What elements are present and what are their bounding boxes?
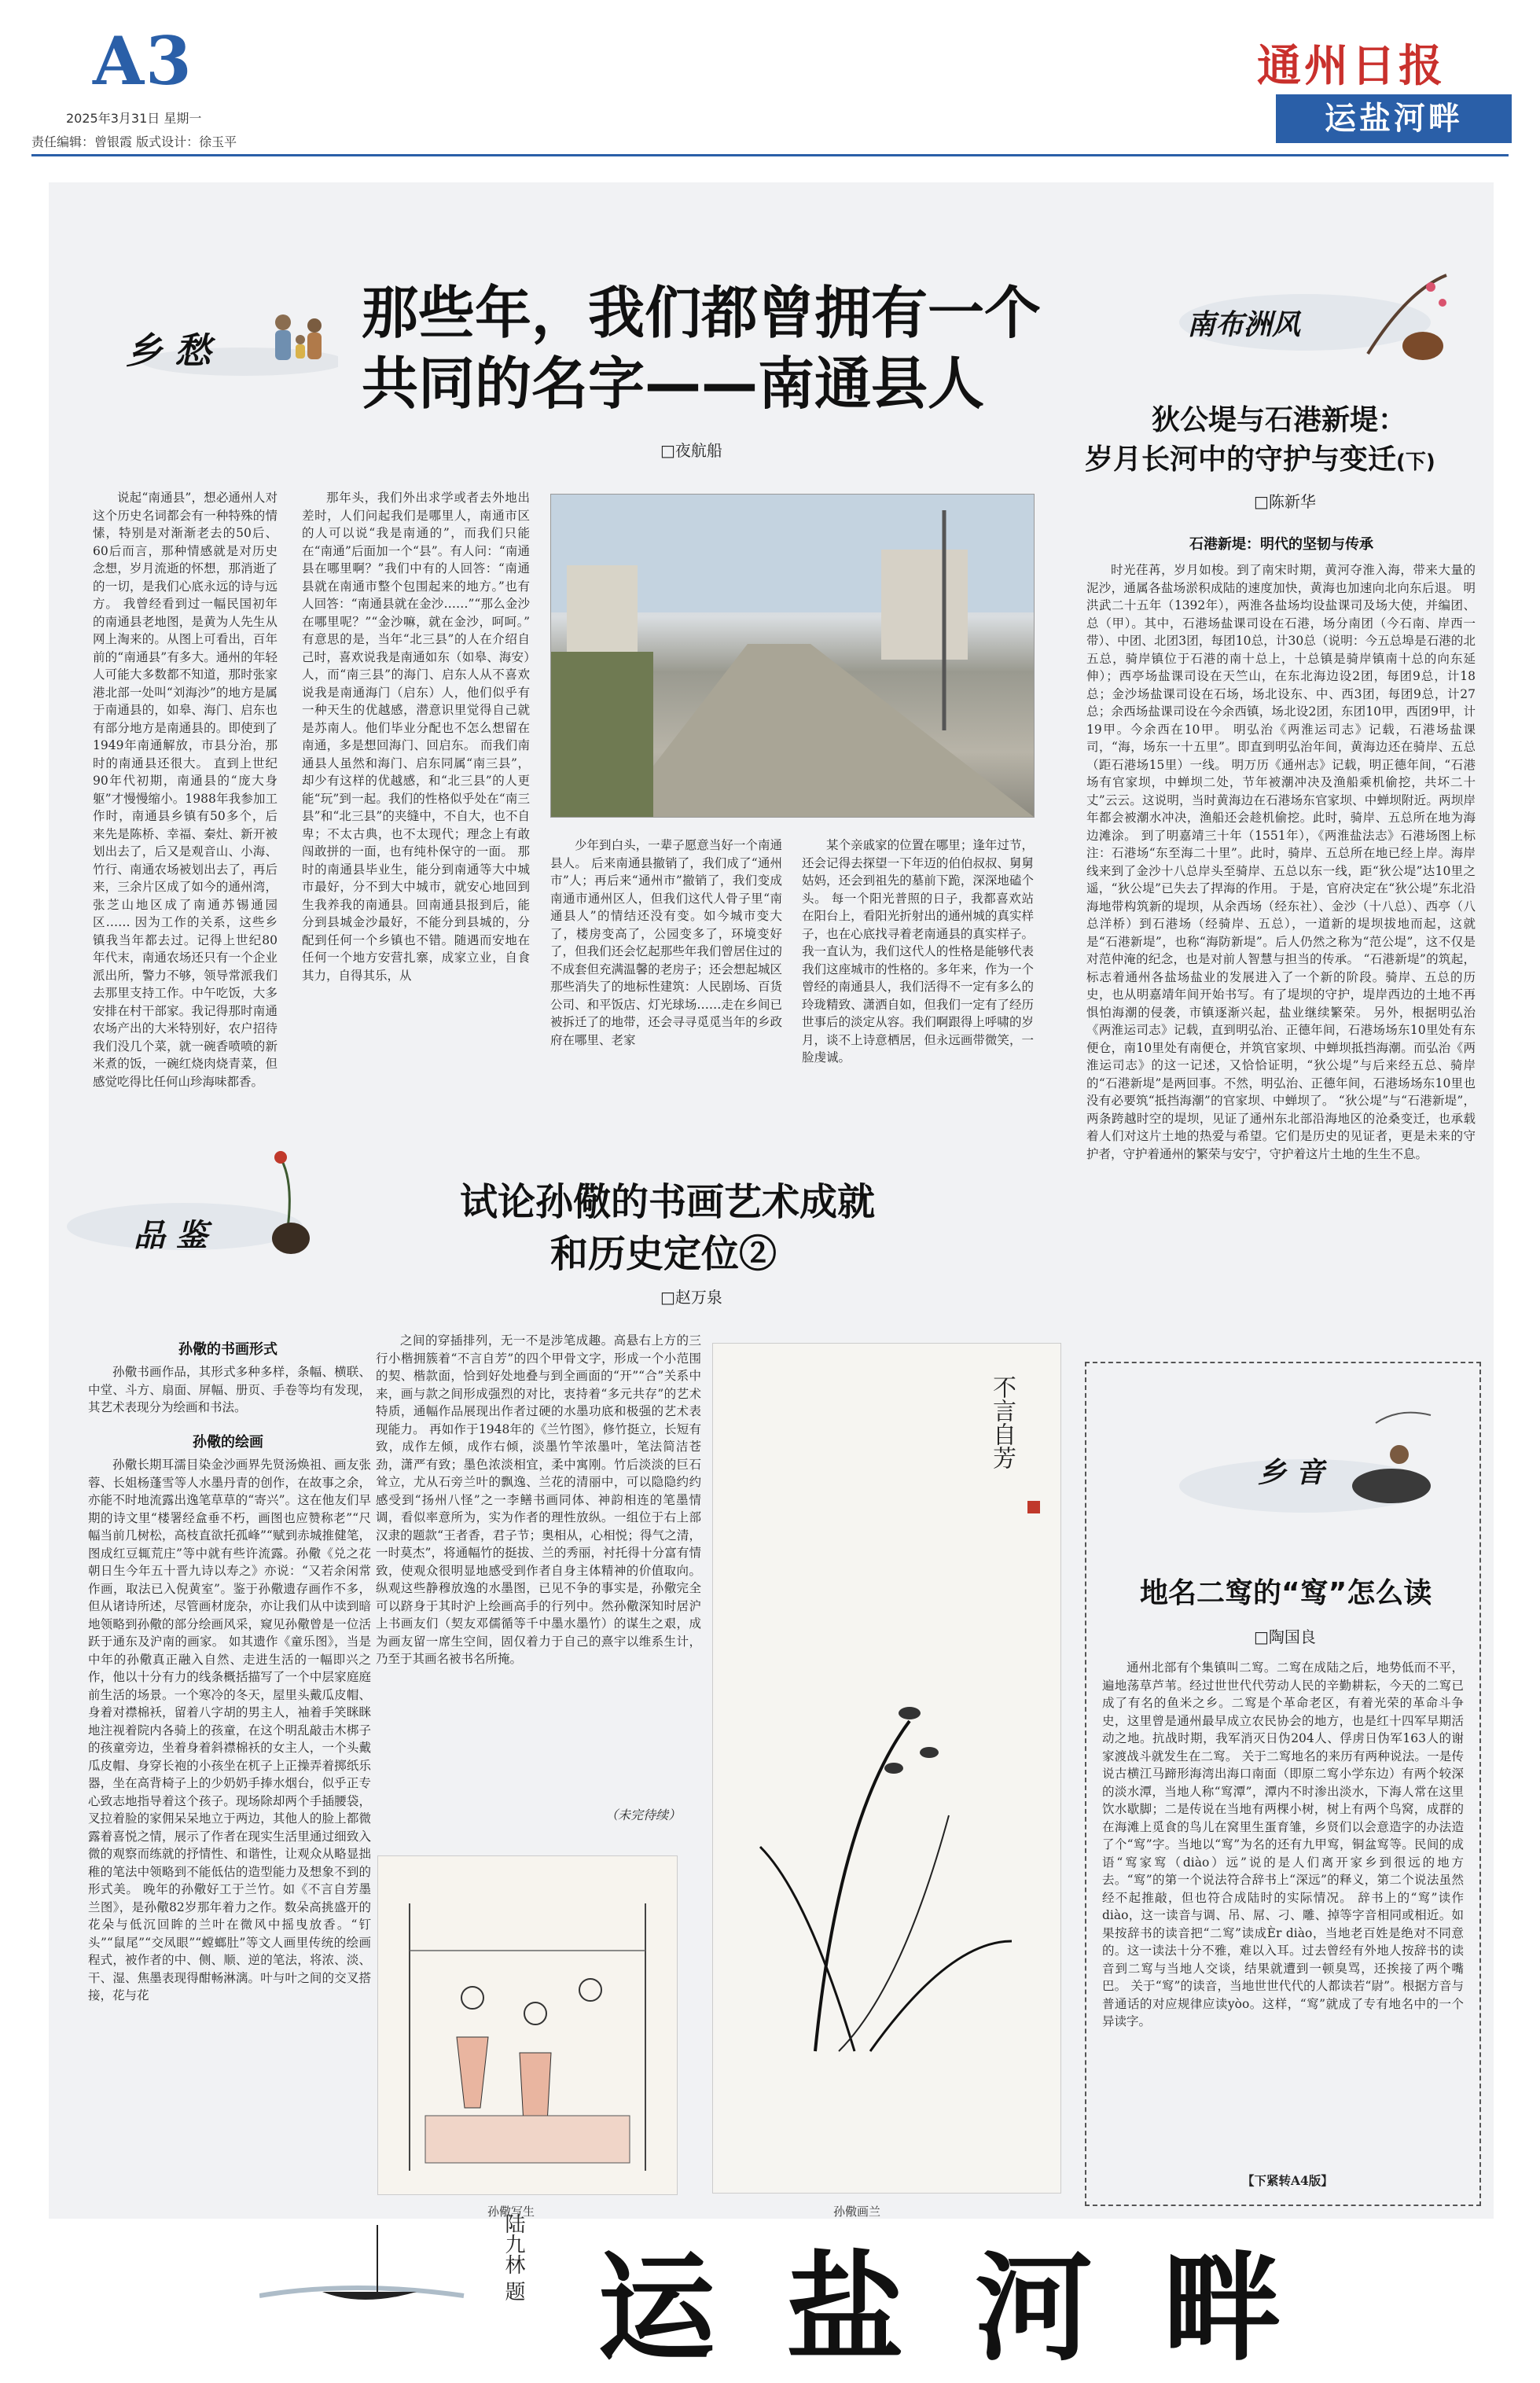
article2-title-line1: 狄公堤与石港新堤： — [1152, 404, 1407, 436]
article2-body-text: 时光荏苒，岁月如梭。到了南宋时期，黄河夺淮入海，带来大量的泥沙，通属各盐场淤积成陆的速度加快，黄海也加速向北向东后退。 明洪武二十五年（1392年），两淮各盐场均设盐课司及场大使，并编团、总（甲）。其中，石港场盐课司设在石港，场分南团（今石南、岸西一带）、中团、北团3团，每团10总，计30总（说明：今五总埠是石港的北五总，骑岸镇位于石港的南十总上，十总镇是骑岸镇南十总的向东延伸）；西亭场盐课司设在天竺山，在东北海边设2团，每团9总，计18总；金沙场盐课司设在石场，场北设东、中、西3团，每团9总，计27总；余西场盐课司设在今余西镇，场北设2团，东团10甲，西团9甲，计19甲。今余西在10甲。 明弘治《两淮运司志》记载，石港场盐课司，“海，场东一十五里”。即直到明弘治年间，黄海边还在骑岸、五总（距石港场15里）一线。 明万历《通州志》记载，明正德年间，“石港场有官家坝，中蝉坝二处，节年被潮冲决及渔船乘机偷挖，共坏二十丈”云云。这说明，当时黄海边在石港场东官家坝、中蝉坝附近。两坝岸年都会被潮水冲决，渔船还会趁机偷挖。此时，骑岸、五总所在地为海边滩涂。 到了明嘉靖三十年（1551年），《两淮盐法志》石港场图上标注：石港场“东至海二十里”。此时，骑岸、五总所在地已经上岸。海岸线来到了金沙十八总岸头至骑岸、五总以东一线，距“狄公堤”达10里之遥，“狄公堤”已失去了捍海的作用。 于是，官府决定在“狄公堤”东北沿海地带构筑新的堤坝，从余西场（经东社）、金沙（十八总）、西亭（八总洋桥）到石港场（经骑岸、五总），一道新的堤坝拔地而起，这就是“石港新堤”，也称“海防新堤”。后人仍然之称为“范公堤”，这不仅是对范仲淹的纪念，也是对前人智慧与担当的传承。 “石港新堤”的筑起，标志着通州各盐场盐业的发展进入了一个新的阶段。骑岸、五总的历史，也从明嘉靖年间开始书写。有了堤坝的守护，堤岸西边的土地不再惧怕海潮的侵袭，市镇逐渐兴起，盐业继续繁荣。 另外，根据明弘治《两淮运司志》记载，直到明弘治、正德年间，石港场场东10里处有东便仓，南10里处有南便仓，并筑官家坝、中蝉坝抵挡海潮。而弘治《两淮运司志》的这一记述，又恰恰证明，“狄公堤”与后来经五总、骑岸的“石港新堤”是两回事。不然，明弘治、正德年间，石港场场东10里也没有必要筑“抵挡海潮”的官家坝、中蝉坝了。 “狄公堤”与“石港新堤”，两条跨越时空的堤坝，见证了通州东北部沿海地区的沧桑变迁，也承载着人们对这片土地的热爱与希望。它们是历史的见证者，更是未来的守护者，守护着通州的繁荣与安宁，守护着这片土地的生生不息。 — [1086, 563, 1476, 1161]
article3-column1-intro — [88, 1363, 371, 1426]
tag-nanbuzhoufeng: 南布洲风 — [1187, 308, 1301, 341]
street-scene-image — [551, 495, 1034, 817]
street-photo — [550, 494, 1035, 818]
article4-title: 地名二窎的“窎”怎么读 — [1140, 1577, 1432, 1609]
article4-continue-note: 【下紧转A4版】 — [1242, 2173, 1333, 2188]
article2-body — [1086, 561, 1476, 1340]
article1-byline: □夜航船 — [660, 441, 722, 460]
article2-title-suffix: (下) — [1396, 450, 1435, 474]
article1-col3-text: 少年到白头，一辈子愿意当好一个南通县人。 后来南通县撤销了，我们成了“通州市”人；再后来“通州市”撤销了，我们变成南通市通州区人，但我们这代人骨子里“南通县人”的情结还没有变。如今城市变大了，楼房变高了，公园变多了，环境变好了，但我们还会忆起那些年我们曾居住过的不成套但充满温馨的老房子；还会想起城区那些消失了的地标性建筑：人民剧场、百货公司、和平饭店、灯光球场……走在乡间已被拆迁了的地带，还会寻寻觅觅当年的乡政府在哪里、老家 — [550, 838, 782, 1047]
article3-column1 — [88, 1456, 371, 2220]
article1-col4-text: 某个亲戚家的位置在哪里；逢年过节，还会记得去探望一下年迈的伯伯叔叔、舅舅姑妈，还会到祖先的墓前下跪，深深地磕个头。 每一个阳光普照的日子，我都喜欢站在阳台上，看阳光折射出的通州城的真实样子，也在心底找寻着老南通县的真实样子。我一直认为，我们这代人的性格是能够代表我们这座城市的性格的。多年来，作为一个曾经的南通县人，我们活得不一定有多么的玲珑精致、潇洒自如，但我们一定有了经历世事后的淡定从容。我们啊跟得上呼啸的岁月，谈不上诗意栖居，但永远画带微笑，一脸虔诚。 — [802, 838, 1034, 1065]
tag-pinjian: 品 鉴 — [134, 1217, 208, 1254]
article3-col1-text: 孙儆长期耳濡目染金沙画界先贤汤焕祖、画友张蓉、长姐杨蓬雪等人水墨丹青的创作，在故事之余，亦能不时地流露出逸笔草草的“寄兴”。这在他友们早期的诗文里“楼署经盒垂不朽，画图也应赞称老”“尺幅当前几树松，高枝直欲托孤峰”“赋到赤城推健笔，图成红豆辄荒庄”等中就有些许流露。孙儆《兑之花朝日生今年五十晋九诗以寿之》亦说：“又若余闲常作画，取法已入倪黄室”。鉴于孙儆遗存画作不多，但从诸诗所述，尽管画材庞杂，亦让我们从中读到暗地领略到孙儆的部分绘画风采，窥见孙儆曾是一位活跃于通东及沪南的画家。 如其遗作《童乐图》，当是中年的孙儆真正融入自然、走进生活的一幅即兴之作，他以十分有力的线条概括描写了一个中层家庭庭前生活的场景。一个寒冷的冬天，屋里头戴瓜皮帽、身着对襟棉袄，留着八字胡的男主人，袖着手笑眯眯地注视着院内各骑上的孩童，在这个明乱敲击木梆子的孩童旁边，坐着身着斜襟棉袄的女主人，一个头戴瓜皮帽、身穿长袍的小孩坐在杌子上正操弄着掷纸乐器，坐在高背椅子上的少奶奶手捧水烟台，似乎正专心致志地指导着这个孩子。现场除却两个手插腰袋，叉拉着脸的家佣呆呆地立于两边，其他人的脸上都微露着喜悦之情，展示了作者在现实生活里通过细致入微的观察而练就的抒情性、和谐性，让观众从略显拙稚的笔法中领略到不能低估的造型能力及想象不到的形式美。 晚年的孙儆好工于兰竹。如《不言自芳墨兰图》，是孙儆82岁那年着力之作。数朵高挑盛开的花朵与低沉回眸的兰叶在微风中摇曳放香。“钉头”“鼠尾”“交凤眼”“螳螂肚”等文人画里传统的绘画程式，被作者的中、侧、顺、逆的笔法，将浓、淡、干、湿、焦墨表现得酣畅淋漓。叶与叶之间的交叉搭接，花与花 — [88, 1458, 371, 2002]
footer-calligraphy: 运盐河畔 — [597, 2239, 1353, 2377]
caption-sketch: 孙儆写生 — [487, 2205, 535, 2219]
article3-column2 — [376, 1332, 701, 1796]
column-name: 运盐河畔 — [1276, 94, 1512, 143]
article4-byline: □陶国良 — [1254, 1627, 1316, 1646]
article3-title-line2: 和历史定位② — [550, 1232, 777, 1276]
newspaper-name: 通州日报 — [1257, 40, 1446, 92]
sketch-painting — [377, 1855, 678, 2195]
article2-title-line2 — [1085, 437, 1435, 477]
article3-title-line1: 试论孙儆的书画艺术成就 — [460, 1180, 876, 1224]
orchid-ink-image — [713, 1344, 1060, 2193]
page-number: A3 — [93, 22, 193, 100]
article2-title-text: 岁月长河中的守护与变迁 — [1085, 443, 1397, 476]
footer-seal: 陆九林 题 — [502, 2213, 525, 2302]
issue-date: 2025年3月31日 星期一 — [66, 111, 202, 126]
editor-credits: 责任编辑：曾银霞 版式设计：徐玉平 — [31, 134, 237, 149]
orchid-inscription: 不言自芳 — [988, 1375, 1016, 1469]
article3-byline: □赵万泉 — [660, 1288, 722, 1307]
article4-body — [1102, 1659, 1464, 2178]
header-rule — [31, 154, 1509, 156]
tag-xiangchou: 乡 愁 — [126, 329, 211, 372]
article3-col2-text: 之间的穿插排列，无一不是涉笔成趣。高悬右上方的三行小楷拥簇着“不言自芳”的四个甲骨文字，形成一个小范围的契、楷款面，恰到好处地叠与到全画面的“开”“合”关系中来，画与款之间形成强烈的对比，衷持着“多元共存”的艺术特质，通幅作品展现出作者过硬的水墨功底和极强的艺术表现能力。 再如作于1948年的《兰竹图》，修竹挺立，长短有致，成作左倾，成作右倾，淡墨竹竿浓墨叶，笔法简洁苍劲，潇严有致；墨色浓淡相宜，柔中寓刚。竹后淡淡的巨石耸立，尤从石旁兰叶的飘逸、兰花的清丽中，可以隐隐约约感受到“扬州八怪”之一李鳝书画同体、神韵相连的笔墨情调，看似率意所为，实为作者的理性放纵。一组位于右上部汉隶的题款“王者香，君子节；奥相从，心相悦；得气之清，一时莫杰”，将通幅竹的挺拔、兰的秀丽，衬托得十分富有情致，使观众很明显地感受到作者自身主体精神的价值取向。 纵观这些静穆放逸的水墨图，已见不争的事实是，孙儆完全可以跻身于其时沪上绘画高手的行列中。然孙儆深知时居沪上书画友们（契友邓儒循等千中墨水墨竹）的谋生之艰，成为画友留一席生空间，固仅着力于自己的熹宇以维系生计，乃至于其画名被书名所掩。 — [376, 1333, 701, 1666]
article1-title-line2: 共同的名字——南通县人 — [362, 351, 985, 417]
article3-col1-intro-text: 孙儆书画作品，其形式多种多样，条幅、横联、中堂、斗方、扇面、屏幅、册页、手卷等均有发现，其艺术表现分为绘画和书法。 — [88, 1365, 371, 1414]
article2-subhead: 石港新堤：明代的坚韧与传承 — [1189, 536, 1373, 553]
article3-subhead1: 孙儆的书画形式 — [178, 1341, 277, 1358]
article1-col1-text: 说起“南通县”，想必通州人对这个历史名词都会有一种特殊的情愫，特别是对渐渐老去的50后、60后而言，那种情感就是对历史念想，岁月流逝的怀想，那消逝了的一切，是我们心底永远的诗与远方。 我曾经看到过一幅民国初年的南通县老地图，是黄为人先生从网上淘来的。从图上可看出，百年前的“南通县”有多大。通州的年轻人可能大多数都不知道，那时张家港北部一处叫“刘海沙”的地方是属于南通县的，如皋、海门、启东也有部分地方是南通县的。即使到了1949年南通解放，市县分治，那时的南通县还很大。 直到上世纪90年代初期，南通县的“庞大身躯”才慢慢缩小。1988年我参加工作时，南通县乡镇有50多个，后来先是陈桥、幸福、秦灶、新开被划出去了，后又是观音山、小海、竹行、南通农场被划出去了，再后来，三余片区成了如今的通州湾，张芝山地区成了南通苏锡通园区…… 因为工作的关系，这些乡镇我当年都去过。记得上世纪80年代末，南通农场还只有一个企业派出所，警力不够，领导常派我们去那里支持工作。中午吃饭，大多安排在村干部家。我记得那时南通农场产出的大米特别好，农户招待我们没几个菜，就一碗香喷喷的新米煮的饭，一碗红烧肉烧青菜，但感觉吃得比任何山珍海味都香。 — [93, 491, 277, 1089]
article2-byline: □陈新华 — [1254, 492, 1316, 511]
article3-subhead2: 孙儆的绘画 — [193, 1434, 263, 1451]
tag-xiangyin: 乡 音 — [1258, 1456, 1325, 1489]
article3-to-be-continued: （未完待续） — [605, 1807, 682, 1822]
article4-body-text: 通州北部有个集镇叫二窎。二窎在成陆之后，地势低而不平，遍地荡草芦苇。经过世世代代劳动人民的辛勤耕耘，今天的二窎已成了有名的鱼米之乡。二窎是个革命老区，有着光荣的革命斗争史，这里曾是通州最早成立农民协会的地方，也是红十四军早期活动之地。抗战时期，我军消灭日伪204人、俘虏日伪军163人的谢家渡战斗就发生在二窎。 关于二窎地名的来历有两种说法。一是传说古横江马蹄形海湾出海口南面（即原二窎小学东边）有两个较深的淡水潭，当地人称“窎潭”，潭内不时渗出淡水，下海人常在这里饮水歇脚；二是传说在当地有两棵小树，树上有两个鸟窝，成群的在海滩上觅食的鸟儿在窝里生蛋育雏，乡贤们以会意造字的办法造了个“窎”字。当地以“窎”为名的还有九甲窎，铜盆窎等。民间的成语“窎家窎（diào）远”说的是人们离开家乡到很远的地方去。“窎”的第一个说法符合辞书上“深远”的释义，第二个说法虽然经不起推敲，但也符合成陆时的实际情况。 辞书上的“窎”读作diào，这一读音与调、吊、屌、刁、雕、掉等字音相同或相近。如果按辞书的读音把“二窎”读成Èr diào，当地老百姓是绝对不同意的。这一读法十分不雅，难以入耳。过去曾经有外地人按辞书的读音到二窎与当地人交谈，结果就遭到一顿臭骂，还挨接了两个嘴巴。 关于“窎”的读音，当地世世代代的人都读若“尉”。根据方音与普通话的对应规律应读yòo。这样，“窎”就成了专有地名中的一个异读字。 — [1102, 1660, 1464, 2028]
article1-column3 — [550, 837, 782, 1072]
children-play-sketch-image — [378, 1856, 677, 2194]
article1-column4 — [802, 837, 1034, 1072]
article1-title-line1: 那些年，我们都曾拥有一个 — [362, 280, 1042, 346]
article1-col2-text: 那年头，我们外出求学或者去外地出差时，人们问起我们是哪里人，南通市区的人可以说“我是南通的”，而我们只能在“南通”后面加一个“县”。有人问：“南通县在哪里啊？”我们中有的人回答：“南通县就在南通市整个包围起来的地方。”也有人回答：“南通县就在金沙……”“那么金沙在哪里呢？”“金沙嘛，就在金沙，呵呵。” 有意思的是，当年“北三县”的人在介绍自己时，喜欢说我是南通如东（如皋、海安）人，而“南三县”的海门、启东人从不喜欢说我是南通海门（启东）人，他们似乎有一种天生的优越感，潜意识里觉得自己就是苏南人。他们毕业分配也不怎么想留在南通，多是想回海门、回启东。 而我们南通县人虽然和海门、启东同属“南三县”，却少有这样的优越感，和“北三县”的人更能“玩”到一起。我们的性格似乎处在“南三县”和“北三县”的夹缝中，不自大，也不自卑；不太古典，也不太现代；理念上有敢闯敢拼的一面，也有纯朴保守的一面。 那时的南通县毕业生，能分到南通等大中城市最好，分不到大中城市，就安心地回到生我养我的南通县。回南通县报到后，能分到县城金沙最好，不能分到县城的，分配到任何一个乡镇也不错。随遇而安地在任何一个地方安营扎寨，成家立业，自食其力，自得其乐，从 — [302, 491, 530, 983]
caption-orchid: 孙儆画兰 — [833, 2205, 881, 2219]
orchid-painting — [712, 1343, 1061, 2194]
